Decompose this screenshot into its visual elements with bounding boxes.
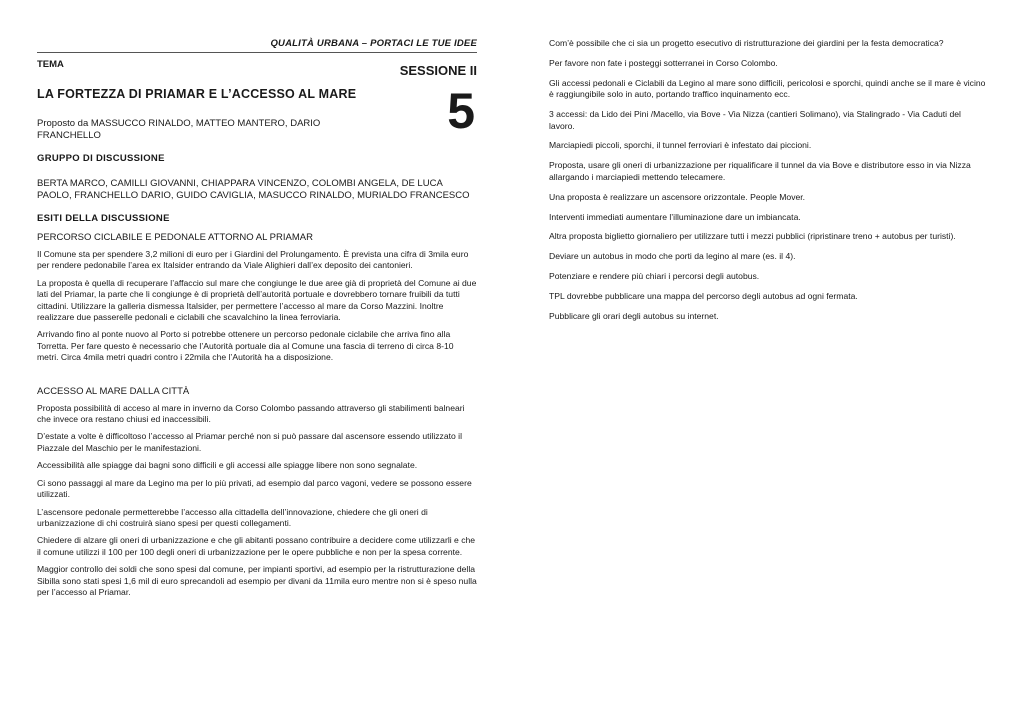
page-header: QUALITÀ URBANA – PORTACI LE TUE IDEE bbox=[37, 38, 477, 53]
accesso-heading: ACCESSO AL MARE DALLA CITTÀ bbox=[37, 385, 190, 397]
right-paragraph: Altra proposta biglietto giornaliero per utilizzare tutti i mezzi pubblici (ripristinare treno + autobus per turisti). bbox=[549, 231, 956, 242]
accesso-paragraph: D’estate a volte è difficoltoso l’accesso al Priamar perché non si può passare dal ascensore essendo utilizzato il Piazzale del Maschio per le manifestazioni. bbox=[37, 431, 462, 453]
gruppo-members: BERTA MARCO, CAMILLI GIOVANNI, CHIAPPARA VINCENZO, COLOMBI ANGELA, DE LUCA PAOLO, FRANCHELLO DARIO, GUIDO CAVIGLIA, MASUCCO RINALDO, MURIALDO FRANCESCO bbox=[37, 178, 470, 201]
right-paragraph: Proposta, usare gli oneri di urbanizzazione per riqualificare il tunnel da via Bove e distributore esso in via Nizza allargando i marciapiedi mettendo telecamere. bbox=[549, 160, 971, 182]
right-paragraph: TPL dovrebbe pubblicare una mappa del percorso degli autobus ad ogni fermata. bbox=[549, 291, 858, 302]
document-title: LA FORTEZZA DI PRIAMAR E L’ACCESSO AL MARE bbox=[37, 87, 357, 101]
accesso-paragraph: Maggior controllo dei soldi che sono spesi dal comune, per impianti sportivi, ad esempio per la ristrutturazione della Sibilla sono stati spesi 1,6 mil di euro sprecandoli ad esempio per divani da 11mila euro mentre non si è speso nulla per l’accesso al Priamar. bbox=[37, 564, 477, 597]
esiti-heading: ESITI DELLA DISCUSSIONE bbox=[37, 213, 170, 224]
right-paragraph: Per favore non fate i posteggi sotterranei in Corso Colombo. bbox=[549, 57, 778, 68]
proposed-by: Proposto da MASSUCCO RINALDO, MATTEO MANTERO, DARIO FRANCHELLO bbox=[37, 118, 321, 141]
right-paragraph: Interventi immediati aumentare l’illuminazione dare un imbiancata. bbox=[549, 211, 801, 222]
accesso-paragraph: Chiedere di alzare gli oneri di urbanizzazione e che gli abitanti possano contribuire a decidere come utilizzarli e che il comune utilizzi il 100 per 100 degli oneri di urbanizzazione per le opere pubbliche e non per la spesa corrente. bbox=[37, 535, 476, 557]
percorso-heading: PERCORSO CICLABILE E PEDONALE ATTORNO AL PRIAMAR bbox=[37, 232, 313, 243]
accesso-paragraph: Ci sono passaggi al mare da Legino ma per lo più privati, ad esempio dal parco vagoni, vedere se possono essere utilizzati. bbox=[37, 477, 472, 500]
accesso-paragraph: Accessibilità alle spiagge dai bagni sono difficili e gli accessi alle spiagge libere non sono segnalate. bbox=[37, 460, 418, 471]
right-paragraph: Marciapiedi piccoli, sporchi, il tunnel ferroviari è infestato dai piccioni. bbox=[549, 140, 812, 151]
right-paragraph: Pubblicare gli orari degli autobus su internet. bbox=[549, 311, 719, 322]
percorso-paragraph: Arrivando fino al ponte nuovo al Porto si potrebbe ottenere un percorso pedonale ciclabile che arriva fino alla Torretta. Per fare questo è necessario che l’Autorità portuale dia al Comune una fascia di terreno di circa 8-10 metri. Circa 4mila metri quadri contro i 22mila che l’Autorità ha a disposizione. bbox=[37, 329, 454, 363]
right-page bbox=[549, 38, 989, 331]
gruppo-heading: GRUPPO DI DISCUSSIONE bbox=[37, 153, 165, 164]
right-paragraph: Gli accessi pedonali e Ciclabili da Legino al mare sono difficili, pericolosi e sporchi, quindi anche se il mare è vicino è raggiungibile solo in auto, portando traffico inquinamento ecc. bbox=[549, 77, 986, 100]
right-paragraph: 3 accessi: da Lido dei Pini /Macello, via Bove - Via Nizza (cantieri Solimano), via Stalingrado - Via Caduti del lavoro. bbox=[549, 109, 961, 131]
percorso-paragraph: Il Comune sta per spendere 3,2 milioni di euro per i Giardini del Prolungamento. È prevista una cifra di 3mila euro per rendere pedonabile l’area ex Italsider entrando da Viale Alighieri dall’ex deposito dei cantonieri. bbox=[37, 249, 469, 271]
sessione-label: SESSIONE II bbox=[399, 63, 477, 78]
right-paragraph: Potenziare e rendere più chiari i percorsi degli autobus. bbox=[549, 271, 760, 282]
accesso-paragraph: Proposta possibilità di acceso al mare in inverno da Corso Colombo passando attraverso gli stabilimenti balneari che invece ora restano chiusi ed inaccessibili. bbox=[37, 402, 465, 425]
session-number: 5 bbox=[447, 83, 475, 139]
tema-label: TEMA bbox=[37, 59, 64, 70]
right-paragraph: Una proposta è realizzare un ascensore orizzontale. People Mover. bbox=[549, 191, 806, 202]
percorso-paragraph: La proposta è quella di recuperare l’affaccio sul mare che congiunge le due aree già di proprietà del Comune ai due lati del Priamar, la parte che li congiunge è di proprietà dell’autorità portuale e dovrebbero tornare fruibili da tutti cittadini. Utilizzare la galleria dismessa Italsider, per permettere l’accesso al mare da Corso Mazzini. Inoltre realizzare due passerelle pedonali e ciclabili che scavalchino la linea ferroviaria. bbox=[37, 277, 477, 323]
right-paragraph: Com’è possibile che ci sia un progetto esecutivo di ristrutturazione dei giardini per la festa democratica? bbox=[549, 38, 944, 48]
right-paragraph: Deviare un autobus in modo che porti da legino al mare (es. il 4). bbox=[549, 251, 796, 262]
accesso-paragraph: L’ascensore pedonale permetterebbe l’accesso alla cittadella dell’innovazione, chiedere che gli oneri di urbanizzazione di chi costruirà siano spesi per questi collegamenti. bbox=[37, 506, 428, 528]
tema-row bbox=[37, 59, 477, 79]
left-page bbox=[37, 38, 477, 598]
